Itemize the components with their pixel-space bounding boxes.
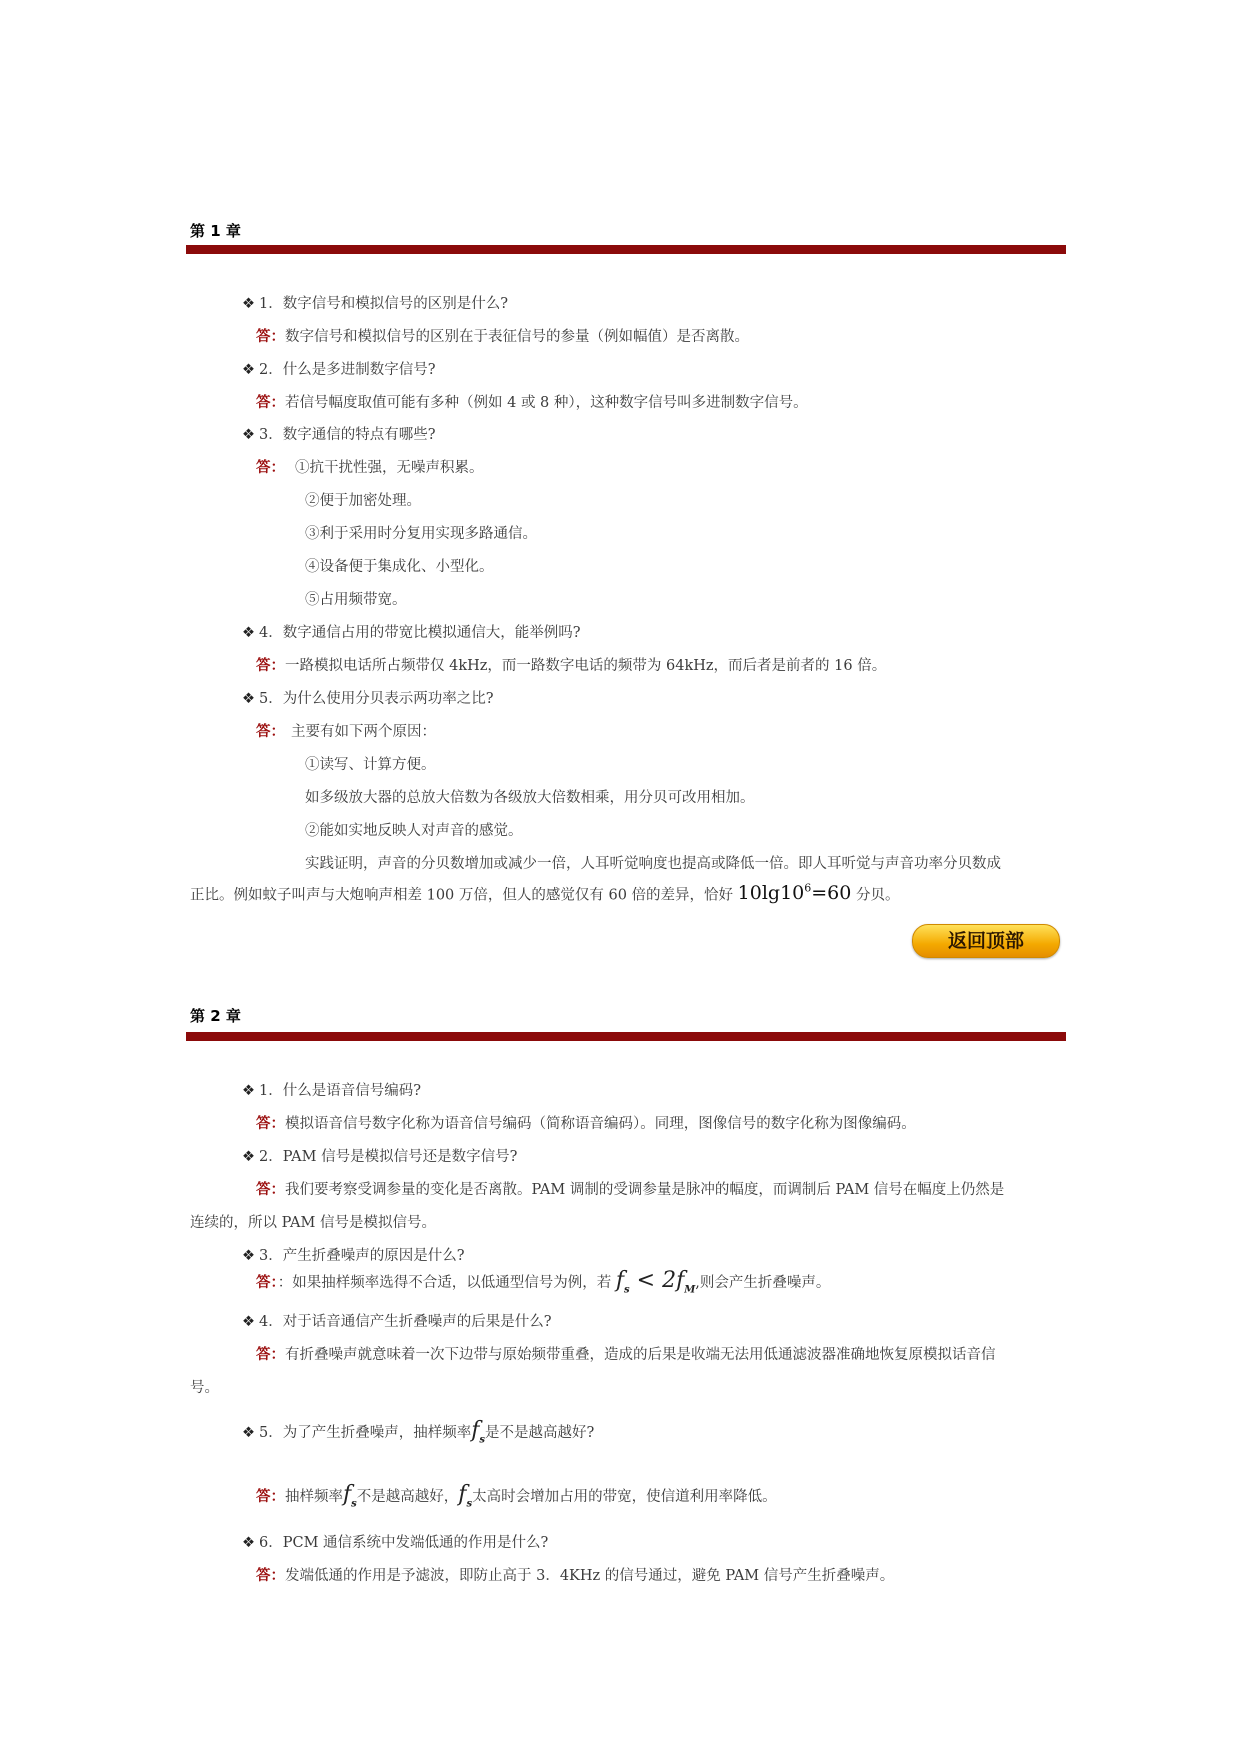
chapter-2-title: 第 2 章 bbox=[190, 1007, 241, 1025]
c1-answer-5-point: 实践证明，声音的分贝数增加或减少一倍，人耳听觉响度也提高或降低一倍。即人耳听觉与声音功率分贝数成 bbox=[305, 856, 1001, 872]
c1-answer-5-conclusion: 正比。例如蚊子叫声与大炮响声相差 100 万倍，但人的感觉仅有 60 倍的差异，恰好 $10\lg 10^6=60$ 分贝。 bbox=[190, 882, 900, 905]
c1-answer-3-item: ②便于加密处理。 bbox=[305, 493, 421, 509]
diamond-bullet-icon: ❖ bbox=[242, 427, 255, 443]
c1-answer-3: 答： ①抗干扰性强，无噪声积累。 bbox=[256, 459, 484, 476]
c2-answer-3: 答：：如果抽样频率选得不合适，以低通型信号为例，若 $f_s < 2f_M$,则会产生折叠噪声。 bbox=[256, 1268, 831, 1296]
c1-question-2: ❖ 2．什么是多进制数字信号? bbox=[242, 362, 436, 378]
c2-question-5: ❖ 5．为了产生折叠噪声，抽样频率$f_s$是不是越高越好? bbox=[242, 1418, 595, 1446]
chapter-1-title: 第 1 章 bbox=[190, 222, 241, 240]
c1-question-5: ❖ 5．为什么使用分贝表示两功率之比? bbox=[242, 691, 494, 707]
c2-answer-4-cont: 号。 bbox=[190, 1380, 219, 1396]
c1-answer-4: 答：一路模拟电话所占频带仅 4kHz，而一路数字电话的频带为 64kHz，而后者是前者的 16 倍。 bbox=[256, 657, 887, 674]
diamond-bullet-icon: ❖ bbox=[242, 1248, 255, 1264]
sampling-condition-formula: $f_s < 2f_M$ bbox=[615, 1268, 696, 1296]
c2-question-1: ❖ 1．什么是语音信号编码? bbox=[242, 1083, 421, 1099]
c1-answer-5-point: 如多级放大器的总放大倍数为各级放大倍数相乘，用分贝可改用相加。 bbox=[305, 790, 755, 806]
c1-answer-5-point: ②能如实地反映人对声音的感觉。 bbox=[305, 823, 523, 839]
diamond-bullet-icon: ❖ bbox=[242, 1535, 255, 1551]
c2-question-2: ❖ 2．PAM 信号是模拟信号还是数字信号? bbox=[242, 1149, 518, 1165]
c2-question-4: ❖ 4．对于话音通信产生折叠噪声的后果是什么? bbox=[242, 1314, 552, 1330]
sampling-frequency-symbol: $f_s$ bbox=[343, 1482, 357, 1510]
diamond-bullet-icon: ❖ bbox=[242, 1149, 255, 1165]
c2-answer-6: 答：发端低通的作用是予滤波，即防止高于 3．4KHz 的信号通过，避免 PAM 信号产生折叠噪声。 bbox=[256, 1567, 895, 1584]
diamond-bullet-icon: ❖ bbox=[242, 1083, 255, 1099]
c2-answer-4: 答：有折叠噪声就意味着一次下边带与原始频带重叠，造成的后果是收端无法用低通滤波器准确地恢复原模拟话音信 bbox=[256, 1346, 996, 1363]
diamond-bullet-icon: ❖ bbox=[242, 362, 255, 378]
c1-answer-5: 答： 主要有如下两个原因： bbox=[256, 723, 436, 740]
c2-answer-5: 答：抽样频率$f_s$不是越高越好，$f_s$太高时会增加占用的带宽，使信道利用率降低。 bbox=[256, 1482, 777, 1510]
c1-answer-2: 答：若信号幅度取值可能有多种（例如 4 或 8 种），这种数字信号叫多进制数字信号。 bbox=[256, 394, 808, 411]
chapter-2-rule bbox=[186, 1032, 1066, 1041]
diamond-bullet-icon: ❖ bbox=[242, 296, 255, 312]
c2-question-3: ❖ 3．产生折叠噪声的原因是什么? bbox=[242, 1248, 465, 1264]
c2-answer-2: 答：我们要考察受调参量的变化是否离散。PAM 调制的受调参量是脉冲的幅度，而调制后 PAM 信号在幅度上仍然是 bbox=[256, 1181, 1005, 1198]
diamond-bullet-icon: ❖ bbox=[242, 691, 255, 707]
decibel-formula: $10\lg 10^6=60$ bbox=[737, 882, 852, 905]
diamond-bullet-icon: ❖ bbox=[242, 1425, 255, 1441]
chapter-1-rule bbox=[186, 245, 1066, 254]
c1-question-3: ❖ 3．数字通信的特点有哪些? bbox=[242, 427, 436, 443]
c1-answer-5-point: ①读写、计算方便。 bbox=[305, 757, 436, 773]
c1-answer-1: 答：数字信号和模拟信号的区别在于表征信号的参量（例如幅值）是否离散。 bbox=[256, 328, 749, 345]
c2-answer-1: 答：模拟语音信号数字化称为语音信号编码（简称语音编码）。同理，图像信号的数字化称为图像编码。 bbox=[256, 1115, 916, 1132]
c2-answer-2-cont: 连续的，所以 PAM 信号是模拟信号。 bbox=[190, 1215, 436, 1231]
c2-question-6: ❖ 6．PCM 通信系统中发端低通的作用是什么? bbox=[242, 1535, 549, 1551]
c1-answer-3-item: ⑤占用频带宽。 bbox=[305, 592, 407, 608]
diamond-bullet-icon: ❖ bbox=[242, 625, 255, 641]
c1-answer-3-item: ④设备便于集成化、小型化。 bbox=[305, 559, 494, 575]
sampling-frequency-symbol: $f_s$ bbox=[471, 1418, 486, 1446]
c1-answer-3-item: ③利于采用时分复用实现多路通信。 bbox=[305, 526, 537, 542]
back-to-top-button[interactable]: 返回顶部 bbox=[912, 924, 1060, 958]
diamond-bullet-icon: ❖ bbox=[242, 1314, 255, 1330]
c1-question-1: ❖ 1．数字信号和模拟信号的区别是什么? bbox=[242, 296, 508, 312]
sampling-frequency-symbol: $f_s$ bbox=[458, 1482, 473, 1510]
c1-question-4: ❖ 4．数字通信占用的带宽比模拟通信大，能举例吗? bbox=[242, 625, 581, 641]
